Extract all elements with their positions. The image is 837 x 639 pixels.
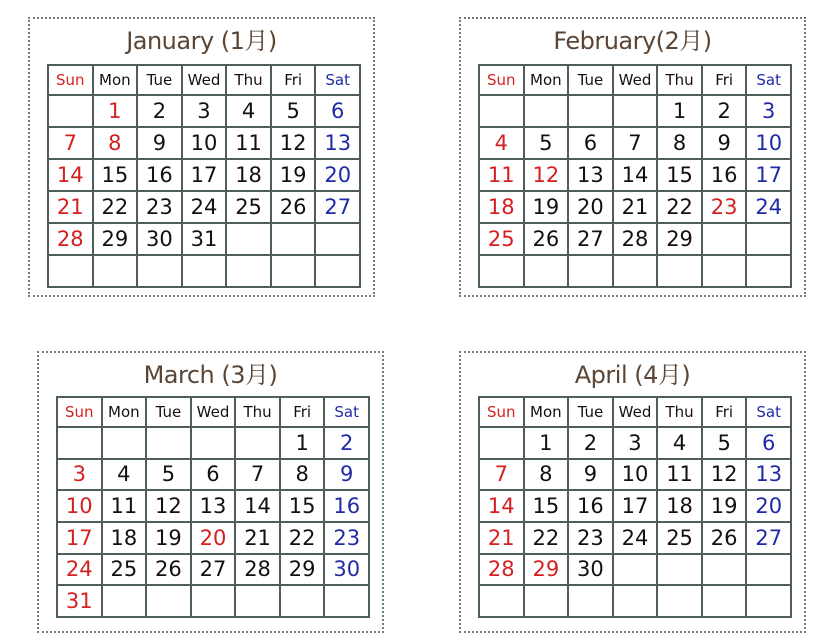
day-cell: 12 — [703, 460, 748, 492]
day-cell: 5 — [272, 96, 317, 128]
day-cell: 2 — [138, 96, 183, 128]
empty-cell — [703, 224, 748, 256]
weekday-header-fri: Fri — [272, 66, 317, 96]
day-cell: 18 — [103, 523, 148, 555]
day-cell: 3 — [747, 96, 792, 128]
day-cell: 27 — [569, 224, 614, 256]
empty-cell — [316, 224, 361, 256]
day-cell: 11 — [103, 491, 148, 523]
weekday-header-sat: Sat — [747, 66, 792, 96]
calendar-february — [459, 17, 806, 297]
day-cell: 6 — [192, 460, 237, 492]
empty-cell — [227, 224, 272, 256]
day-cell: 29 — [281, 555, 326, 587]
empty-cell — [236, 428, 281, 460]
day-cell: 9 — [138, 128, 183, 160]
month-title: March (3月) — [143, 361, 278, 389]
empty-cell — [480, 586, 525, 618]
empty-cell — [703, 256, 748, 288]
empty-cell — [614, 555, 659, 587]
day-cell: 20 — [316, 160, 361, 192]
day-cell: 23 — [138, 192, 183, 224]
weekday-header-wed: Wed — [614, 66, 659, 96]
day-cell: 11 — [227, 128, 272, 160]
day-cell: 20 — [192, 523, 237, 555]
day-cell: 4 — [480, 128, 525, 160]
weekday-header-tue: Tue — [569, 398, 614, 428]
day-cell: 22 — [281, 523, 326, 555]
day-cell: 7 — [49, 128, 94, 160]
empty-cell — [480, 96, 525, 128]
day-cell: 1 — [525, 428, 570, 460]
day-cell: 13 — [569, 160, 614, 192]
day-cell: 22 — [658, 192, 703, 224]
empty-cell — [272, 224, 317, 256]
empty-cell — [747, 586, 792, 618]
day-cell: 24 — [183, 192, 228, 224]
day-cell: 1 — [94, 96, 139, 128]
day-cell: 4 — [103, 460, 148, 492]
day-cell: 19 — [525, 192, 570, 224]
day-cell: 28 — [480, 555, 525, 587]
day-cell: 27 — [316, 192, 361, 224]
day-cell: 18 — [658, 491, 703, 523]
month-grid — [56, 396, 370, 618]
day-cell: 17 — [183, 160, 228, 192]
empty-cell — [747, 224, 792, 256]
weekday-header-sat: Sat — [325, 398, 370, 428]
weekday-header-tue: Tue — [147, 398, 192, 428]
calendar-march — [37, 351, 384, 633]
empty-cell — [614, 256, 659, 288]
weekday-header-sun: Sun — [480, 398, 525, 428]
weekday-header-fri: Fri — [703, 398, 748, 428]
weekday-header-wed: Wed — [192, 398, 237, 428]
day-cell: 2 — [569, 428, 614, 460]
weekday-header-thu: Thu — [658, 398, 703, 428]
day-cell: 28 — [614, 224, 659, 256]
weekday-header-wed: Wed — [183, 66, 228, 96]
empty-cell — [658, 256, 703, 288]
weekday-header-thu: Thu — [227, 66, 272, 96]
empty-cell — [316, 256, 361, 288]
day-cell: 16 — [703, 160, 748, 192]
day-cell: 26 — [147, 555, 192, 587]
day-cell: 18 — [480, 192, 525, 224]
empty-cell — [227, 256, 272, 288]
day-cell: 13 — [192, 491, 237, 523]
empty-cell — [569, 256, 614, 288]
empty-cell — [569, 96, 614, 128]
day-cell: 5 — [147, 460, 192, 492]
day-cell: 12 — [525, 160, 570, 192]
day-cell: 10 — [58, 491, 103, 523]
day-cell: 3 — [183, 96, 228, 128]
empty-cell — [272, 256, 317, 288]
day-cell: 28 — [49, 224, 94, 256]
day-cell: 23 — [703, 192, 748, 224]
day-cell: 2 — [703, 96, 748, 128]
empty-cell — [614, 96, 659, 128]
day-cell: 23 — [325, 523, 370, 555]
empty-cell — [703, 586, 748, 618]
day-cell: 27 — [192, 555, 237, 587]
day-cell: 20 — [747, 491, 792, 523]
day-cell: 2 — [325, 428, 370, 460]
day-cell: 15 — [281, 491, 326, 523]
empty-cell — [58, 428, 103, 460]
empty-cell — [658, 586, 703, 618]
empty-cell — [281, 586, 326, 618]
weekday-header-tue: Tue — [569, 66, 614, 96]
day-cell: 22 — [94, 192, 139, 224]
day-cell: 30 — [325, 555, 370, 587]
day-cell: 25 — [658, 523, 703, 555]
day-cell: 16 — [569, 491, 614, 523]
empty-cell — [147, 428, 192, 460]
empty-cell — [325, 586, 370, 618]
day-cell: 25 — [227, 192, 272, 224]
day-cell: 15 — [525, 491, 570, 523]
day-cell: 24 — [614, 523, 659, 555]
weekday-header-fri: Fri — [281, 398, 326, 428]
empty-cell — [147, 586, 192, 618]
day-cell: 5 — [703, 428, 748, 460]
weekday-header-sat: Sat — [747, 398, 792, 428]
day-cell: 15 — [94, 160, 139, 192]
day-cell: 8 — [525, 460, 570, 492]
day-cell: 7 — [480, 460, 525, 492]
day-cell: 30 — [138, 224, 183, 256]
month-title: April (4月) — [574, 361, 691, 389]
day-cell: 9 — [325, 460, 370, 492]
day-cell: 14 — [480, 491, 525, 523]
empty-cell — [658, 555, 703, 587]
empty-cell — [138, 256, 183, 288]
day-cell: 13 — [747, 460, 792, 492]
month-title: February(2月) — [553, 27, 712, 55]
day-cell: 19 — [272, 160, 317, 192]
day-cell: 25 — [103, 555, 148, 587]
weekday-header-mon: Mon — [525, 66, 570, 96]
month-grid — [47, 64, 361, 288]
day-cell: 26 — [703, 523, 748, 555]
day-cell: 11 — [658, 460, 703, 492]
weekday-header-fri: Fri — [703, 66, 748, 96]
empty-cell — [480, 428, 525, 460]
empty-cell — [525, 256, 570, 288]
day-cell: 3 — [614, 428, 659, 460]
day-cell: 21 — [614, 192, 659, 224]
day-cell: 17 — [58, 523, 103, 555]
weekday-header-mon: Mon — [94, 66, 139, 96]
weekday-header-thu: Thu — [658, 66, 703, 96]
day-cell: 20 — [569, 192, 614, 224]
day-cell: 31 — [58, 586, 103, 618]
day-cell: 6 — [316, 96, 361, 128]
day-cell: 8 — [94, 128, 139, 160]
day-cell: 14 — [236, 491, 281, 523]
day-cell: 4 — [658, 428, 703, 460]
day-cell: 13 — [316, 128, 361, 160]
calendar-april — [459, 351, 806, 633]
day-cell: 14 — [49, 160, 94, 192]
calendar-january — [28, 17, 375, 297]
day-cell: 17 — [747, 160, 792, 192]
day-cell: 31 — [183, 224, 228, 256]
day-cell: 12 — [147, 491, 192, 523]
empty-cell — [614, 586, 659, 618]
empty-cell — [192, 428, 237, 460]
day-cell: 21 — [480, 523, 525, 555]
day-cell: 9 — [703, 128, 748, 160]
day-cell: 6 — [569, 128, 614, 160]
day-cell: 7 — [236, 460, 281, 492]
day-cell: 17 — [614, 491, 659, 523]
day-cell: 24 — [747, 192, 792, 224]
day-cell: 4 — [227, 96, 272, 128]
day-cell: 29 — [94, 224, 139, 256]
day-cell: 15 — [658, 160, 703, 192]
empty-cell — [525, 96, 570, 128]
day-cell: 1 — [658, 96, 703, 128]
day-cell: 8 — [658, 128, 703, 160]
empty-cell — [49, 96, 94, 128]
day-cell: 29 — [658, 224, 703, 256]
day-cell: 19 — [703, 491, 748, 523]
weekday-header-tue: Tue — [138, 66, 183, 96]
day-cell: 3 — [58, 460, 103, 492]
weekday-header-sun: Sun — [480, 66, 525, 96]
weekday-header-sat: Sat — [316, 66, 361, 96]
day-cell: 10 — [747, 128, 792, 160]
day-cell: 16 — [138, 160, 183, 192]
day-cell: 10 — [183, 128, 228, 160]
day-cell: 5 — [525, 128, 570, 160]
day-cell: 11 — [480, 160, 525, 192]
day-cell: 21 — [49, 192, 94, 224]
empty-cell — [703, 555, 748, 587]
month-title: January (1月) — [126, 27, 277, 55]
weekday-header-wed: Wed — [614, 398, 659, 428]
empty-cell — [49, 256, 94, 288]
empty-cell — [480, 256, 525, 288]
day-cell: 8 — [281, 460, 326, 492]
empty-cell — [525, 586, 570, 618]
weekday-header-thu: Thu — [236, 398, 281, 428]
month-grid — [478, 64, 792, 288]
empty-cell — [103, 428, 148, 460]
day-cell: 7 — [614, 128, 659, 160]
day-cell: 30 — [569, 555, 614, 587]
day-cell: 27 — [747, 523, 792, 555]
weekday-header-sun: Sun — [49, 66, 94, 96]
day-cell: 26 — [272, 192, 317, 224]
day-cell: 25 — [480, 224, 525, 256]
day-cell: 23 — [569, 523, 614, 555]
day-cell: 6 — [747, 428, 792, 460]
weekday-header-mon: Mon — [103, 398, 148, 428]
day-cell: 19 — [147, 523, 192, 555]
day-cell: 24 — [58, 555, 103, 587]
day-cell: 18 — [227, 160, 272, 192]
empty-cell — [192, 586, 237, 618]
weekday-header-sun: Sun — [58, 398, 103, 428]
empty-cell — [94, 256, 139, 288]
empty-cell — [183, 256, 228, 288]
empty-cell — [236, 586, 281, 618]
day-cell: 22 — [525, 523, 570, 555]
day-cell: 12 — [272, 128, 317, 160]
empty-cell — [103, 586, 148, 618]
day-cell: 28 — [236, 555, 281, 587]
weekday-header-mon: Mon — [525, 398, 570, 428]
day-cell: 9 — [569, 460, 614, 492]
day-cell: 21 — [236, 523, 281, 555]
day-cell: 1 — [281, 428, 326, 460]
day-cell: 10 — [614, 460, 659, 492]
day-cell: 26 — [525, 224, 570, 256]
month-grid — [478, 396, 792, 618]
empty-cell — [569, 586, 614, 618]
empty-cell — [747, 555, 792, 587]
empty-cell — [747, 256, 792, 288]
day-cell: 14 — [614, 160, 659, 192]
day-cell: 29 — [525, 555, 570, 587]
day-cell: 16 — [325, 491, 370, 523]
